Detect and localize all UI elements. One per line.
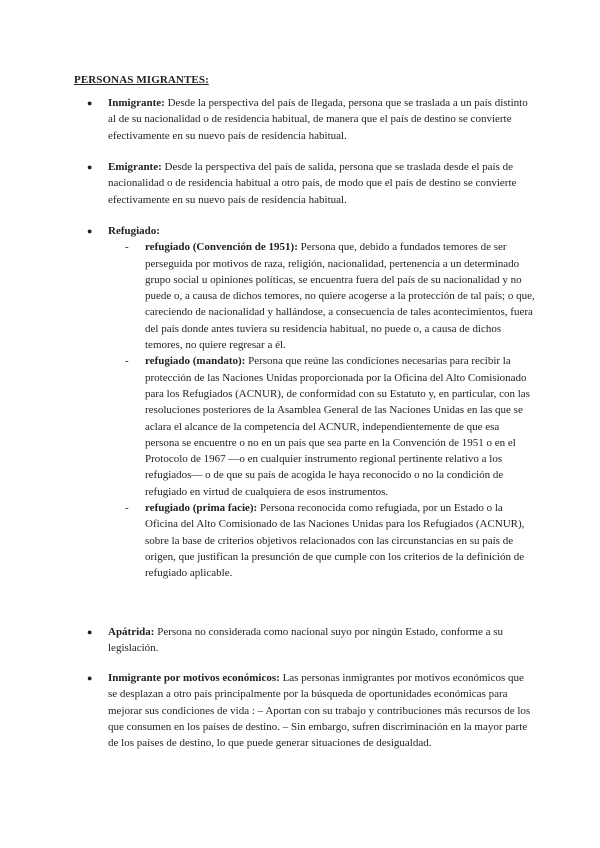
subterm-label: refugiado (mandato): xyxy=(145,355,246,368)
bullet-icon: ● xyxy=(87,627,93,637)
subterm-label: refugiado (Convención de 1951): xyxy=(145,241,298,254)
bullet-icon: ● xyxy=(87,162,93,172)
list-item-refugiado xyxy=(87,223,535,582)
subdefinition-text: Persona que, debido a fundados temores de ser perseguida por motivos de raza, religión, nacionalidad, pertenencia a un determinado grupo social u opiniones políticas, se encuentra fuera del país de su nacionalidad y no puede o, a causa de dichos temores, no quiere acogerse a la protección de tal país; o que, careciendo de nacionalidad y hallándose, a consecuencia de tales acontecimientos, fuera del país donde antes tuviera su residencia habitual, no puede o, a causa de dichos temores, no quiere regresar a él. xyxy=(145,241,535,352)
subterm-label: refugiado (prima facie): xyxy=(145,502,258,515)
definition-text: Desde la perspectiva del país de salida, persona que se traslada desde el país de nacionalidad o de residencia habitual a otro país, de modo que el país de destino se convierte efectivamente en su nuevo país de residencia habitual. xyxy=(108,161,517,206)
refugiado-sublist xyxy=(108,239,535,581)
subdefinition-text: Persona reconocida como refugiada, por un Estado o la Oficina del Alto Comisionado de las Naciones Unidas para los Refugiados (ACNUR), sobre la base de criterios objetivos relacionados con las circunstancias en su país de origen, que justifican la presunción de que cumple con los criterios de la definición de refugiado aplicable. xyxy=(145,502,525,580)
subitem-mandato xyxy=(108,353,535,500)
list-item-apatrida xyxy=(87,624,532,657)
dash-marker: - xyxy=(125,502,129,515)
term-label: Inmigrante: xyxy=(108,97,165,109)
dash-marker: - xyxy=(125,355,129,368)
bullet-icon: ● xyxy=(87,673,93,683)
definition-text: Las personas inmigrantes por motivos económicos que se desplazan a otro país principalmente por la búsqueda de oportunidades económicas para mejorar sus condiciones de vida : – Aportan con su trabajo y contribuciones más recursos de los que consumen en los países de destino. – Sin embargo, sufren discriminación en la mayor parte de los países de destino, lo que puede generar situaciones de desigualdad. xyxy=(108,672,531,750)
list-item-inmigrante xyxy=(87,95,532,144)
list-item-inmigrante-economico xyxy=(87,670,532,751)
term-label: Refugiado: xyxy=(108,225,160,237)
term-label: Emigrante: xyxy=(108,161,162,173)
page-title: PERSONAS MIGRANTES: xyxy=(74,74,209,86)
dash-marker: - xyxy=(125,241,129,254)
list-item-emigrante xyxy=(87,159,532,208)
definition-text: Desde la perspectiva del país de llegada, persona que se traslada a un país distinto al de su nacionalidad o de residencia habitual, de manera que el país de destino se convierte efectivamente en su nuevo país de residencia habitual. xyxy=(108,97,528,142)
term-label: Apátrida: xyxy=(108,626,155,638)
subitem-prima-facie xyxy=(108,500,535,581)
term-label: Inmigrante por motivos económicos: xyxy=(108,672,280,684)
subdefinition-text: Persona que reúne las condiciones necesarias para recibir la protección de las Naciones Unidas proporcionada por la Oficina del Alto Comisionado para los Refugiados (ACNUR), de conformidad con su Estatuto y, en particular, con las resoluciones posteriores de la Asamblea General de las Naciones Unidas en las que se aclara el alcance de la competencia del ACNUR, independientemente de que esa persona se encuentre o no en un país que sea parte en la Convención de 1951 o en el Protocolo de 1967 —o en cualquier instrumento regional pertinente relativo a los refugiados— o de que su país de acogida le haya reconocido o no la condición de refugiado en virtud de cualquiera de esos instrumentos. xyxy=(145,355,530,498)
bullet-icon: ● xyxy=(87,98,93,108)
subitem-convencion-1951 xyxy=(108,239,535,353)
definition-text: Persona no considerada como nacional suyo por ningún Estado, conforme a su legislación. xyxy=(108,626,504,655)
bullet-icon: ● xyxy=(87,226,93,236)
